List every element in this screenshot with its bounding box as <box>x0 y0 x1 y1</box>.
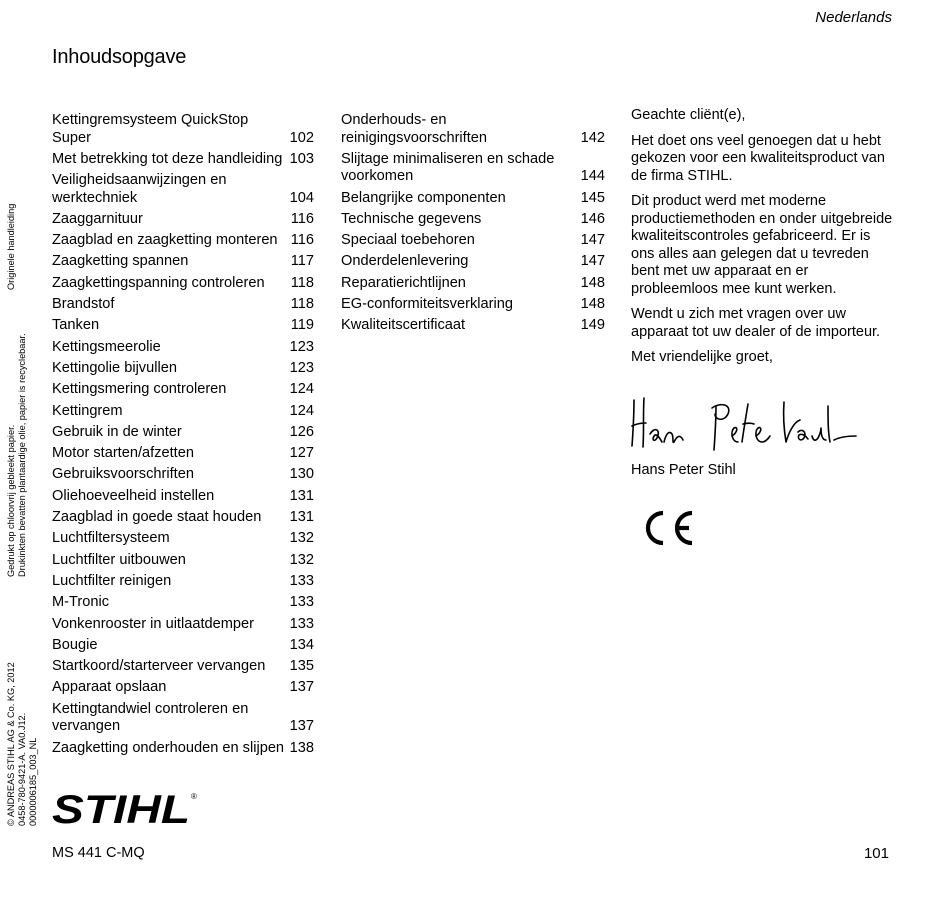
toc-entry <box>52 509 314 527</box>
signer-block <box>631 462 896 488</box>
toc-entry <box>52 253 314 271</box>
toc-entry <box>52 466 314 484</box>
signature-image <box>628 392 860 454</box>
toc-entry-title: Tanken <box>52 317 100 334</box>
letter-paragraph: Dit product werd met moderne productiemethoden en onder uitgebreide kwaliteitscontroles gefabriceerd. Er is ons alles aan gelegen dat u tevreden bent met uw apparaat en er probleemloos mee kunt werken. <box>631 193 893 297</box>
toc-entry <box>52 211 314 229</box>
toc-entry <box>52 530 314 548</box>
toc-entry-page: 147 <box>580 253 605 270</box>
toc-entry-title: Zaagketting onderhouden en slijpen <box>52 739 285 756</box>
toc-entry-title: Zaagblad en zaagketting monteren <box>52 232 278 249</box>
toc-entry <box>52 403 314 421</box>
toc-entry <box>52 679 314 697</box>
toc-entry-page: 138 <box>289 739 314 756</box>
toc-entry-title: Kettingsmeerolie <box>52 338 161 355</box>
toc-entry <box>52 445 314 463</box>
toc-entry <box>52 296 314 314</box>
language-label: Nederlands <box>815 9 892 26</box>
side-text-paper: Gedrukt op chloorvrij gebleekt papier. Drukinkten bevatten plantaardige olie, papier is recyclebaar. <box>6 333 27 577</box>
toc-entry-page: 148 <box>580 296 605 313</box>
toc-entry <box>52 701 314 736</box>
toc-entry-title: Gebruik in de winter <box>52 423 182 440</box>
letter-paragraph: Wendt u zich met vragen over uw apparaat tot uw dealer of de importeur. <box>631 306 881 340</box>
toc-column-right <box>341 112 605 339</box>
toc-entry-page: 148 <box>580 274 605 291</box>
toc-entry-title: M-Tronic <box>52 594 110 611</box>
toc-entry <box>52 172 314 207</box>
toc-entry <box>341 211 605 229</box>
toc-entry <box>52 112 314 147</box>
letter-greeting: Geachte cliënt(e), <box>631 107 746 123</box>
toc-entry-title: Motor starten/afzetten <box>52 445 194 462</box>
toc-entry-title: Gebruiksvoorschriften <box>52 466 194 483</box>
toc-entry-page: 123 <box>289 338 314 355</box>
toc-entry-page: 102 <box>289 129 314 146</box>
toc-entry-page: 133 <box>289 572 314 589</box>
stihl-logo <box>52 787 200 827</box>
toc-entry-page: 147 <box>580 232 605 249</box>
toc-entry <box>52 488 314 506</box>
toc-entry-page: 131 <box>289 487 314 504</box>
toc-entry <box>52 637 314 655</box>
toc-entry <box>341 190 605 208</box>
toc-entry-title: Onderdelenlevering <box>341 253 469 270</box>
toc-entry <box>52 616 314 634</box>
toc-entry <box>52 424 314 442</box>
toc-entry-page: 134 <box>289 636 314 653</box>
toc-entry <box>341 275 605 293</box>
toc-entry-title: Reparatierichtlijnen <box>341 274 466 291</box>
toc-entry-page: 119 <box>290 317 314 334</box>
toc-entry-page: 131 <box>289 509 314 526</box>
toc-entry-title: Kettingrem <box>52 402 123 419</box>
toc-entry <box>52 658 314 676</box>
toc-entry <box>52 339 314 357</box>
toc-entry-title: Slijtage minimaliseren en schade voorkomen <box>341 150 555 185</box>
toc-entry-title: Luchtfiltersysteem <box>52 530 170 547</box>
toc-entry-page: 137 <box>289 679 314 696</box>
toc-entry-page: 123 <box>289 359 314 376</box>
toc-entry-page: 146 <box>580 210 605 227</box>
toc-entry <box>52 360 314 378</box>
toc-entry-page: 103 <box>289 150 314 167</box>
toc-entry-page: 137 <box>289 718 314 735</box>
toc-entry-page: 104 <box>289 189 314 206</box>
toc-entry <box>52 381 314 399</box>
page-title: Inhoudsopgave <box>52 46 187 68</box>
toc-entry <box>341 317 605 335</box>
toc-column-left <box>52 112 314 761</box>
toc-entry-title: Kettingolie bijvullen <box>52 359 177 376</box>
toc-entry-title: Luchtfilter reinigen <box>52 572 172 589</box>
toc-entry <box>52 552 314 570</box>
logo-text: STIHL <box>52 788 190 827</box>
toc-entry-title: Zaagkettingspanning controleren <box>52 274 265 291</box>
toc-entry-page: 135 <box>289 658 314 675</box>
toc-entry-page: 116 <box>290 232 314 249</box>
toc-entry-title: Oliehoeveelheid instellen <box>52 487 215 504</box>
toc-entry-page: 133 <box>289 594 314 611</box>
toc-entry-page: 133 <box>289 615 314 632</box>
toc-entry-title: Zaagketting spannen <box>52 253 189 270</box>
toc-entry <box>52 573 314 591</box>
toc-entry <box>341 151 605 186</box>
toc-entry-title: Onderhouds- en reinigingsvoorschriften <box>341 112 488 146</box>
toc-entry-title: Kettingsmering controleren <box>52 381 227 398</box>
side-text-original: Originele handleiding <box>6 203 16 290</box>
toc-entry-page: 124 <box>289 402 314 419</box>
registered-mark: ® <box>191 792 197 801</box>
toc-entry-page: 149 <box>580 317 605 334</box>
toc-entry <box>341 232 605 250</box>
toc-entry <box>341 112 605 147</box>
toc-entry <box>52 594 314 612</box>
toc-entry-title: Veiligheidsaanwijzingen en werktechniek <box>52 172 227 206</box>
toc-entry-title: Luchtfilter uitbouwen <box>52 551 186 568</box>
toc-entry-title: Kettingremsysteem QuickStop Super <box>52 112 249 146</box>
toc-entry-title: Met betrekking tot deze handleiding <box>52 150 283 167</box>
toc-entry <box>341 253 605 271</box>
toc-entry <box>52 232 314 250</box>
ce-mark-icon <box>639 507 695 549</box>
toc-entry-title: Technische gegevens <box>341 210 482 227</box>
toc-entry-page: 142 <box>580 129 605 146</box>
footer-model: MS 441 C-MQ <box>52 845 145 861</box>
toc-entry-page: 130 <box>289 466 314 483</box>
toc-entry-title: Startkoord/starterveer vervangen <box>52 658 266 675</box>
toc-entry <box>341 296 605 314</box>
toc-entry-title: Brandstof <box>52 296 115 313</box>
toc-entry-page: 145 <box>580 189 605 206</box>
side-text-copyright: © ANDREAS STIHL AG & Co. KG, 2012 0458-780-9421-A. VA0.J12. 0000006185_003_NL <box>6 662 38 826</box>
toc-entry-page: 132 <box>289 530 314 547</box>
toc-entry-title: EG-conformiteitsverklaring <box>341 296 513 313</box>
toc-entry-page: 127 <box>289 445 314 462</box>
page-number: 101 <box>863 845 889 862</box>
toc-entry-page: 118 <box>290 274 314 291</box>
toc-entry-page: 126 <box>289 423 314 440</box>
toc-entry <box>52 740 314 758</box>
toc-entry-title: Apparaat opslaan <box>52 679 167 696</box>
toc-entry-title: Zaagblad in goede staat houden <box>52 509 262 526</box>
toc-entry-page: 144 <box>580 168 605 185</box>
toc-entry-page: 117 <box>290 253 314 270</box>
signer-name: Hans Peter Stihl <box>631 462 736 478</box>
toc-entry-page: 118 <box>290 296 314 313</box>
toc-entry-title: Kettingtandwiel controleren en vervangen <box>52 700 249 735</box>
toc-entry-page: 116 <box>290 210 314 227</box>
toc-entry-page: 132 <box>289 551 314 568</box>
toc-entry-title: Bougie <box>52 636 98 653</box>
toc-entry-page: 124 <box>289 381 314 398</box>
toc-entry-title: Speciaal toebehoren <box>341 232 475 249</box>
toc-entry <box>52 317 314 335</box>
welcome-letter <box>631 107 896 375</box>
toc-entry <box>52 275 314 293</box>
toc-entry-title: Vonkenrooster in uitlaatdemper <box>52 615 255 632</box>
toc-entry-title: Kwaliteitscertificaat <box>341 317 466 334</box>
letter-closing: Met vriendelijke groet, <box>631 349 773 365</box>
toc-entry-title: Belangrijke componenten <box>341 189 506 206</box>
toc-entry <box>52 151 314 169</box>
toc-entry-title: Zaaggarnituur <box>52 210 143 227</box>
letter-paragraph: Het doet ons veel genoegen dat u hebt gekozen voor een kwaliteitsproduct van de firma STIHL. <box>631 132 885 184</box>
